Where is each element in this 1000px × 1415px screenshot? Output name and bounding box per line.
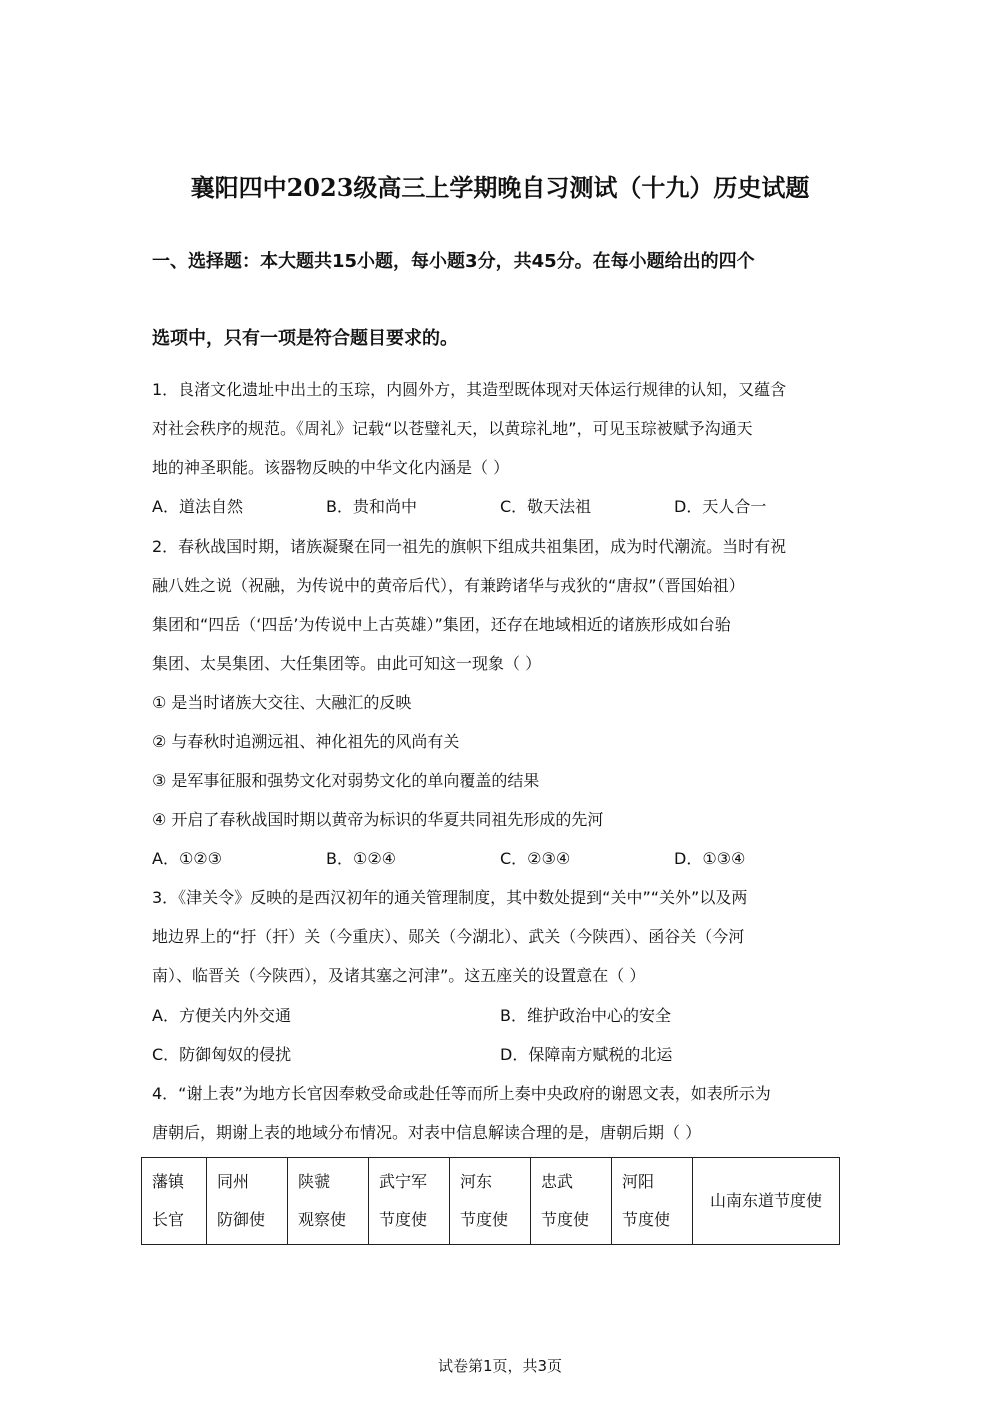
q2-line1: 2．春秋战国时期，诸族凝聚在同一祖先的旗帜下组成共祖集团，成为时代潮流。当时有祝 [152, 537, 787, 556]
cell-bottom-text: 节度使 [622, 1210, 671, 1229]
q3-option-b: B．维护政治中心的安全 [500, 1006, 671, 1025]
q1-line2: 对社会秩序的规范。《周礼》记载“以苍璧礼天，以黄琮礼地”，可见玉琮被赋予沟通天 [152, 419, 753, 438]
cell-top-text: 忠武 [541, 1172, 574, 1191]
cell-bottom-text: 节度使 [541, 1210, 590, 1229]
cell-top-text: 河阳 [622, 1172, 655, 1191]
cell-bottom-text: 节度使 [379, 1210, 428, 1229]
q1-option-d: D．天人合一 [674, 497, 767, 516]
cell-text: 山南东道节度使 [709, 1191, 822, 1210]
q3-option-d: D．保障南方赋税的北运 [500, 1045, 673, 1064]
q2-line3: 集团和“四岳（‘四岳’为传说中上古英雄）”集团，还存在地域相近的诸族形成如台骀 [152, 615, 731, 634]
cell-top-text: 武宁军 [379, 1172, 428, 1191]
cell-top-text: 藩镇 [152, 1172, 185, 1191]
cell-top-text: 陕虢 [298, 1172, 331, 1191]
table-cell [142, 1158, 207, 1245]
q2-statement-1: ① 是当时诸族大交往、大融汇的反映 [152, 693, 412, 712]
q2-statement-4: ④ 开启了春秋战国时期以黄帝为标识的华夏共同祖先形成的先河 [152, 810, 604, 829]
table-cell [450, 1158, 531, 1245]
table-cell [207, 1158, 288, 1245]
cell-bottom-text: 防御使 [217, 1210, 266, 1229]
q3-option-c: C．防御匈奴的侵扰 [152, 1045, 292, 1064]
q4-line1: 4．“谢上表”为地方长官因奉敕受命或赴任等而所上奏中央政府的谢恩文表，如表所示为 [152, 1084, 771, 1103]
q4-line2: 唐朝后，期谢上表的地域分布情况。对表中信息解读合理的是，唐朝后期（ ） [152, 1123, 702, 1142]
table-cell [369, 1158, 450, 1245]
table-row [142, 1158, 840, 1245]
q2-line2: 融八姓之说（祝融，为传说中的黄帝后代），有兼跨诸华与戎狄的“唐叔”（晋国始祖） [152, 576, 745, 595]
q2-option-a: A．①②③ [152, 849, 222, 868]
q3-line1: 3．《津关令》反映的是西汉初年的通关管理制度，其中数处提到“关中”“关外”以及两 [152, 888, 748, 907]
section-heading-line1: 一、选择题：本大题共15小题，每小题3分，共45分。在每小题给出的四个 [152, 251, 755, 272]
q2-line4: 集团、太昊集团、大任集团等。由此可知这一现象（ ） [152, 654, 542, 673]
cell-bottom-text: 长官 [152, 1210, 185, 1229]
q3-option-a: A．方便关内外交通 [152, 1006, 291, 1025]
cell-top-text: 河东 [460, 1172, 493, 1191]
table-cell [531, 1158, 612, 1245]
page-title: 襄阳四中2023级高三上学期晚自习测试（十九）历史试题 [190, 173, 810, 202]
cell-bottom-text: 节度使 [460, 1210, 509, 1229]
page-footer: 试卷第1页，共3页 [437, 1357, 563, 1375]
q2-option-b: B．①②④ [326, 849, 397, 868]
q1-option-a: A．道法自然 [152, 497, 243, 516]
cell-bottom-text: 观察使 [298, 1210, 347, 1229]
q2-statement-3: ③ 是军事征服和强势文化对弱势文化的单向覆盖的结果 [152, 771, 540, 790]
q1-option-b: B．贵和尚中 [326, 497, 417, 516]
q3-line2: 地边界上的“扜（扞）关（今重庆）、郧关（今湖北）、武关（今陕西）、函谷关（今河 [152, 927, 745, 946]
q1-line3: 地的神圣职能。该器物反映的中华文化内涵是（ ） [152, 458, 510, 477]
q2-option-c: C．②③④ [500, 849, 571, 868]
q2-statement-2: ② 与春秋时追溯远祖、神化祖先的风尚有关 [152, 732, 460, 751]
table-cell [288, 1158, 369, 1245]
q3-line3: 南）、临晋关（今陕西），及诸其塞之河津”。这五座关的设置意在（ ） [152, 966, 646, 985]
q2-option-d: D．①③④ [674, 849, 746, 868]
table-cell [612, 1158, 693, 1245]
q1-option-c: C．敬天法祖 [500, 497, 592, 516]
section-heading-line2: 选项中，只有一项是符合题目要求的。 [152, 328, 458, 349]
cell-top-text: 同州 [217, 1172, 250, 1191]
table-cell [693, 1158, 840, 1245]
q4-table [141, 1157, 840, 1245]
q1-line1: 1．良渚文化遗址中出土的玉琮，内圆外方，其造型既体现对天体运行规律的认知，又蕴含 [152, 380, 787, 399]
